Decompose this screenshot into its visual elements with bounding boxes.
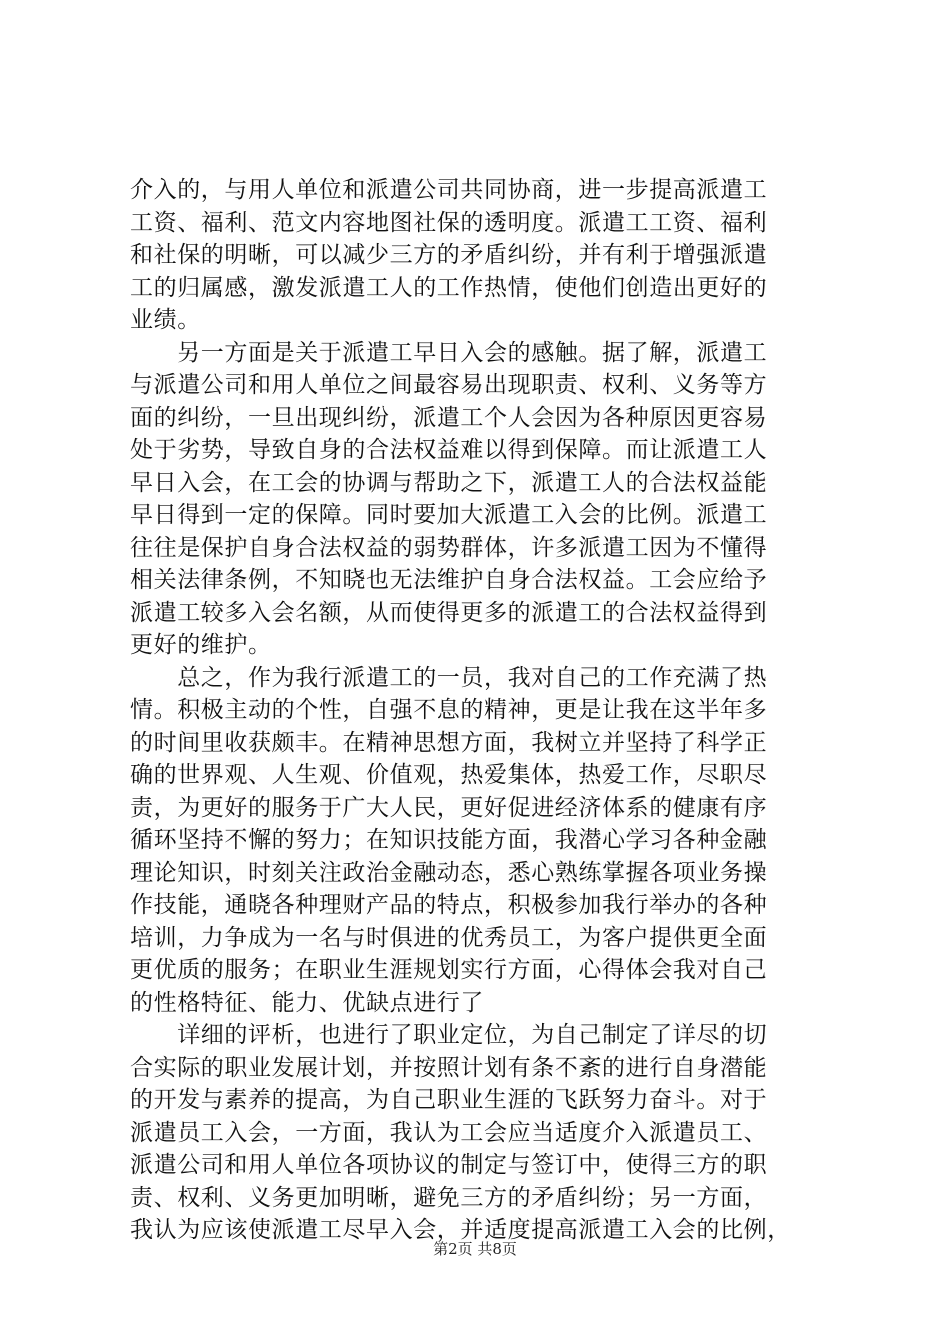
text-line: 责、权利、义务更加明晰，避免三方的矛盾纠纷；另一方面， [130, 1184, 768, 1211]
text-line: 确的世界观、人生观、价值观，热爱集体，热爱工作，尽职尽 [130, 762, 768, 788]
text-line: 与派遣公司和用人单位之间最容易出现职责、权利、义务等方 [130, 372, 768, 398]
text-line: 相关法律条例，不知晓也无法维护自身合法权益。工会应给予 [130, 567, 768, 593]
text-line: 另一方面是关于派遣工早日入会的感触。据了解，派遣工 [130, 339, 768, 366]
text-line: 理论知识，时刻关注政治金融动态，悉心熟练掌握各项业务操 [130, 859, 768, 886]
text-line: 循环坚持不懈的努力；在知识技能方面，我潜心学习各种金融 [130, 827, 768, 853]
text-line: 合实际的职业发展计划，并按照计划有条不紊的进行自身潜能 [130, 1054, 768, 1081]
text-line: 的性格特征、能力、优缺点进行了 [130, 989, 484, 1016]
text-line: 更好的维护。 [130, 632, 272, 658]
text-line: 派遣公司和用人单位各项协议的制定与签订中，使得三方的职 [130, 1152, 768, 1178]
text-line: 派遣工较多入会名额，从而使得更多的派遣工的合法权益得到 [130, 599, 768, 626]
text-line: 业绩。 [130, 307, 201, 333]
text-line: 工的归属感，激发派遣工人的工作热情，使他们创造出更好的 [130, 274, 768, 301]
page-number-footer: 第2页 共8页 [433, 1240, 517, 1258]
text-line: 面的纠纷，一旦出现纠纷，派遣工个人会因为各种原因更容易 [130, 404, 768, 431]
text-line: 早日得到一定的保障。同时要加大派遣工入会的比例。派遣工 [130, 502, 768, 528]
text-line: 处于劣势，导致自身的合法权益难以得到保障。而让派遣工人 [130, 437, 768, 463]
text-line: 和社保的明晰，可以减少三方的矛盾纠纷，并有利于增强派遣 [130, 242, 768, 268]
text-line: 培训，力争成为一名与时俱进的优秀员工，为客户提供更全面 [130, 924, 768, 951]
text-line: 责，为更好的服务于广大人民，更好促进经济体系的健康有序 [130, 794, 768, 821]
text-line: 总之，作为我行派遣工的一员，我对自己的工作充满了热 [130, 664, 768, 691]
text-line: 工资、福利、范文内容地图社保的透明度。派遣工工资、福利 [130, 209, 768, 236]
text-line: 往往是保护自身合法权益的弱势群体，许多派遣工因为不懂得 [130, 534, 768, 561]
document-body [130, 174, 840, 1247]
text-line: 情。积极主动的个性，自强不息的精神，更是让我在这半年多 [130, 697, 768, 723]
text-line: 我认为应该使派遣工尽早入会，并适度提高派遣工入会的比例， [130, 1217, 791, 1243]
text-line: 作技能，通晓各种理财产品的特点，积极参加我行举办的各种 [130, 892, 768, 918]
text-line: 的时间里收获颇丰。在精神思想方面，我树立并坚持了科学正 [130, 729, 768, 756]
text-line: 详细的评析，也进行了职业定位，为自己制定了详尽的切 [130, 1022, 768, 1048]
text-line: 早日入会，在工会的协调与帮助之下，派遣工人的合法权益能 [130, 469, 768, 496]
text-line: 的开发与素养的提高，为自己职业生涯的飞跃努力奋斗。对于 [130, 1087, 768, 1113]
text-line: 更优质的服务；在职业生涯规划实行方面，心得体会我对自己 [130, 957, 768, 983]
text-line: 派遣员工入会，一方面，我认为工会应当适度介入派遣员工、 [130, 1119, 768, 1146]
text-line: 介入的，与用人单位和派遣公司共同协商，进一步提高派遣工 [130, 177, 768, 203]
